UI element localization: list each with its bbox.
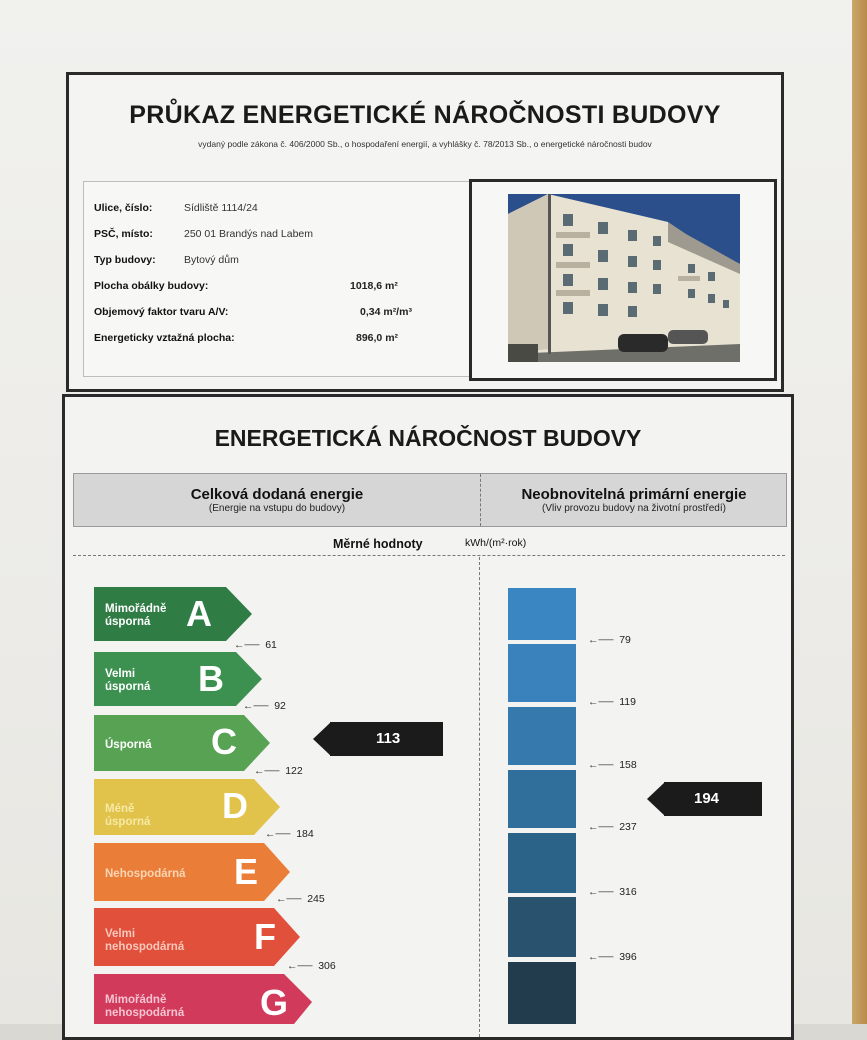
primary-bar-5 [508, 833, 576, 893]
threshold-d: ←── 184 [265, 828, 314, 840]
delivered-energy-value: 113 [376, 730, 401, 747]
primary-threshold-6: ←── 396 [588, 951, 637, 963]
building-photo-frame [469, 179, 777, 381]
class-g-letter: G [260, 982, 289, 1023]
threshold-f: ←── 306 [287, 960, 336, 972]
threshold-a: ←── 61 [234, 639, 277, 651]
envelope-label: Plocha obálky budovy: [94, 280, 209, 292]
left-head: Celková dodaná energie [190, 486, 364, 503]
class-f-line1: Velmi [105, 928, 136, 940]
class-f-letter: F [254, 916, 276, 957]
threshold-e: ←── 245 [276, 893, 325, 905]
class-d-letter: D [222, 785, 248, 826]
class-g-line1: Mimořádně [105, 994, 167, 1006]
primary-threshold-2: ←── 119 [588, 696, 636, 708]
class-b-line2: úsporná [105, 681, 151, 693]
primary-bar-3 [508, 707, 576, 765]
area-value: 896,0 m² [356, 332, 399, 344]
class-e-letter: E [234, 851, 259, 892]
threshold-b: ←── 92 [243, 700, 286, 712]
type-label: Typ budovy: [94, 254, 156, 266]
primary-energy-marker [664, 782, 762, 816]
class-a-line1: Mimořádně [105, 603, 167, 615]
building-photo [508, 194, 740, 362]
primary-bar-1 [508, 588, 576, 640]
certificate-title: PRŮKAZ ENERGETICKÉ NÁROČNOSTI BUDOVY [129, 101, 721, 129]
psc-label: PSČ, místo: [94, 228, 153, 240]
primary-energy-value: 194 [694, 790, 720, 807]
envelope-value: 1018,6 m² [350, 280, 398, 292]
right-head: Neobnovitelná primární energie [521, 486, 747, 503]
right-sub: (Vliv provozu budovy na životní prostředí) [542, 503, 726, 514]
street-value: Sídliště 1114/24 [184, 202, 258, 214]
class-f-line2: nehospodárná [105, 941, 185, 953]
av-label: Objemový faktor tvaru A/V: [94, 306, 229, 318]
specific-values-row [73, 527, 785, 556]
class-c-letter: C [211, 721, 237, 762]
building-info-panel [83, 181, 473, 377]
class-b-line1: Velmi [105, 668, 136, 680]
specific-label: Měrné hodnoty [333, 537, 423, 551]
column-headers [73, 473, 787, 527]
left-sub: (Energie na vstupu do budovy) [208, 503, 346, 514]
primary-threshold-3: ←── 158 [588, 759, 637, 771]
class-b-letter: B [198, 658, 224, 699]
primary-threshold-1: ←── 79 [588, 634, 631, 646]
primary-bar-7 [508, 962, 576, 1024]
certificate-header [66, 72, 784, 392]
class-d-line1: Méně úsporná [105, 803, 151, 828]
primary-threshold-5: ←── 316 [588, 886, 637, 898]
threshold-c: ←── 122 [254, 765, 303, 777]
primary-bar-4 [508, 770, 576, 828]
street-label: Ulice, číslo: [94, 202, 153, 214]
type-value: Bytový dům [184, 254, 239, 266]
area-label: Energeticky vztažná plocha: [94, 332, 235, 344]
unit-label: kWh/(m²·rok) [465, 537, 527, 549]
primary-bar-2 [508, 644, 576, 702]
table-edge [852, 0, 867, 1024]
class-e-line1: Nehospodárná [105, 868, 186, 880]
column-divider [479, 557, 480, 1037]
right-column-header [480, 474, 787, 526]
certificate-subtitle: vydaný podle zákona č. 406/2000 Sb., o hospodaření energií, a vyhlášky č. 78/2013 Sb., o energetické náročnosti budov [198, 139, 652, 149]
left-column-header [74, 474, 480, 526]
primary-bar-6 [508, 897, 576, 957]
av-value: 0,34 m²/m³ [360, 306, 412, 318]
energy-title: ENERGETICKÁ NÁROČNOST BUDOVY [214, 425, 642, 451]
class-g-line2: nehospodárná [105, 1007, 185, 1019]
psc-value: 250 01 Brandýs nad Labem [184, 228, 314, 240]
delivered-energy-marker [330, 722, 443, 756]
class-a-line2: úsporná [105, 616, 151, 628]
class-a-letter: A [186, 593, 212, 634]
class-c-line1: Úsporná [105, 739, 152, 751]
primary-threshold-4: ←── 237 [588, 821, 637, 833]
